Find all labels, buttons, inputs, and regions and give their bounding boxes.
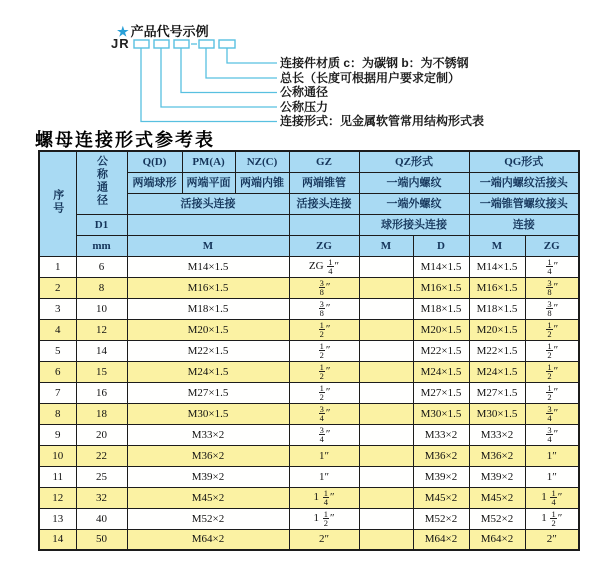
table-row bbox=[39, 424, 579, 445]
cell-qz-m bbox=[359, 445, 413, 466]
cell-seq: 4 bbox=[39, 319, 76, 340]
cell-qg-m: M16×1.5 bbox=[469, 277, 525, 298]
cell-qz-d: M27×1.5 bbox=[413, 382, 469, 403]
label-nominal-pressure: 公称压力 bbox=[280, 99, 329, 114]
cell-qg-m: M20×1.5 bbox=[469, 319, 525, 340]
header-nominal-diameter bbox=[76, 151, 127, 214]
code-prefix: JR bbox=[111, 36, 130, 51]
header-code-qd: Q(D) bbox=[127, 151, 182, 172]
code-box-4 bbox=[199, 40, 214, 48]
header-endtype-nzc: 两端内锥 bbox=[235, 172, 289, 193]
label-total-length: 总长（长度可根据用户要求定制） bbox=[280, 70, 461, 85]
header-unit-zg-gz: ZG bbox=[289, 235, 359, 256]
table-row bbox=[39, 529, 579, 550]
cell-seq: 5 bbox=[39, 340, 76, 361]
cell-thread-m: M14×1.5 bbox=[127, 256, 289, 277]
cell-qg-m: M39×2 bbox=[469, 466, 525, 487]
cell-dn: 32 bbox=[76, 487, 127, 508]
cell-qg-zg: $\frac{1}{2}$ ″ bbox=[525, 340, 579, 361]
fraction: $\frac{3}{8}$ bbox=[547, 299, 552, 318]
cell-qz-m bbox=[359, 403, 413, 424]
table-body bbox=[39, 256, 579, 550]
header-row-codes bbox=[39, 151, 579, 172]
table-row bbox=[39, 319, 579, 340]
cell-thread-m: M45×2 bbox=[127, 487, 289, 508]
code-box-3 bbox=[174, 40, 189, 48]
cell-dn: 22 bbox=[76, 445, 127, 466]
table-row bbox=[39, 508, 579, 529]
cell-gz-zg: $\frac{3}{4}$ ″ bbox=[289, 403, 359, 424]
cell-qg-m: M22×1.5 bbox=[469, 340, 525, 361]
nut-connection-reference-table bbox=[38, 150, 580, 551]
cell-qz-m bbox=[359, 466, 413, 487]
cell-dn: 10 bbox=[76, 298, 127, 319]
table-header bbox=[39, 151, 579, 256]
cell-qg-m: M14×1.5 bbox=[469, 256, 525, 277]
header-conn-qg: 一端锥管螺纹接头 bbox=[469, 193, 579, 214]
header-nominal-diameter-text: 公称通径 bbox=[95, 155, 108, 208]
cell-qg-zg: $\frac{1}{2}$ ″ bbox=[525, 382, 579, 403]
fraction: $\frac{1}{2}$ bbox=[547, 362, 552, 381]
cell-qz-d: M52×2 bbox=[413, 508, 469, 529]
cell-thread-m: M16×1.5 bbox=[127, 277, 289, 298]
cell-gz-zg: $\frac{1}{2}$ ″ bbox=[289, 382, 359, 403]
cell-qg-zg: $\frac{3}{8}$ ″ bbox=[525, 298, 579, 319]
table-row bbox=[39, 403, 579, 424]
cell-qz-m bbox=[359, 529, 413, 550]
header-seq-text: 序号 bbox=[51, 189, 64, 216]
header-d1-blank-left bbox=[127, 214, 289, 235]
cell-dn: 50 bbox=[76, 529, 127, 550]
diagram-labels bbox=[280, 56, 484, 129]
header-unit-zg-qg: ZG bbox=[525, 235, 579, 256]
cell-qg-zg: 2″ bbox=[525, 529, 579, 550]
fraction: $\frac{3}{8}$ bbox=[319, 299, 324, 318]
cell-seq: 8 bbox=[39, 403, 76, 424]
header-d1-blank-gz bbox=[289, 214, 359, 235]
cell-qz-d: M30×1.5 bbox=[413, 403, 469, 424]
cell-qg-zg: $\frac{1}{2}$ ″ bbox=[525, 361, 579, 382]
cell-gz-zg: $\frac{3}{4}$ ″ bbox=[289, 424, 359, 445]
header-code-qz: QZ形式 bbox=[359, 151, 469, 172]
fraction: $\frac{1}{2}$ bbox=[547, 341, 552, 360]
cell-gz-zg: ZG $\frac{1}{4}$ ″ bbox=[289, 256, 359, 277]
cell-gz-zg: 1″ bbox=[289, 445, 359, 466]
cell-dn: 15 bbox=[76, 361, 127, 382]
cell-thread-m: M39×2 bbox=[127, 466, 289, 487]
header-conn-gz: 活接头连接 bbox=[289, 193, 359, 214]
cell-seq: 14 bbox=[39, 529, 76, 550]
fraction: $\frac{1}{4}$ bbox=[551, 488, 556, 507]
cell-thread-m: M24×1.5 bbox=[127, 361, 289, 382]
connector-line-diameter bbox=[181, 48, 277, 93]
header-unit-d-qz: D bbox=[413, 235, 469, 256]
cell-qg-zg: $\frac{1}{4}$ ″ bbox=[525, 256, 579, 277]
header-row-units bbox=[39, 235, 579, 256]
header-code-nzc: NZ(C) bbox=[235, 151, 289, 172]
fraction: $\frac{1}{2}$ bbox=[323, 509, 328, 528]
cell-qz-d: M20×1.5 bbox=[413, 319, 469, 340]
cell-qg-zg: $\frac{3}{8}$ ″ bbox=[525, 277, 579, 298]
table-row bbox=[39, 466, 579, 487]
cell-dn: 12 bbox=[76, 319, 127, 340]
cell-qz-d: M22×1.5 bbox=[413, 340, 469, 361]
fraction: $\frac{3}{4}$ bbox=[547, 404, 552, 423]
cell-qz-d: M64×2 bbox=[413, 529, 469, 550]
table-row bbox=[39, 298, 579, 319]
cell-gz-zg: $\frac{3}{8}$ ″ bbox=[289, 277, 359, 298]
cell-thread-m: M52×2 bbox=[127, 508, 289, 529]
cell-seq: 12 bbox=[39, 487, 76, 508]
cell-qg-zg: $\frac{3}{4}$ ″ bbox=[525, 403, 579, 424]
cell-qz-m bbox=[359, 319, 413, 340]
cell-dn: 18 bbox=[76, 403, 127, 424]
table-row bbox=[39, 487, 579, 508]
cell-thread-m: M20×1.5 bbox=[127, 319, 289, 340]
header-unit-m-qz: M bbox=[359, 235, 413, 256]
cell-thread-m: M64×2 bbox=[127, 529, 289, 550]
cell-gz-zg: $\frac{1}{2}$ ″ bbox=[289, 340, 359, 361]
cell-seq: 3 bbox=[39, 298, 76, 319]
cell-thread-m: M27×1.5 bbox=[127, 382, 289, 403]
cell-qg-zg: 1 $\frac{1}{4}$ ″ bbox=[525, 487, 579, 508]
fraction: $\frac{1}{4}$ bbox=[328, 257, 333, 276]
fraction: $\frac{3}{8}$ bbox=[319, 278, 324, 297]
cell-qz-m bbox=[359, 340, 413, 361]
cell-seq: 6 bbox=[39, 361, 76, 382]
table-row bbox=[39, 277, 579, 298]
cell-thread-m: M30×1.5 bbox=[127, 403, 289, 424]
label-connection-form: 连接形式：见金属软管常用结构形式表 bbox=[280, 114, 485, 128]
header-unit-mm: mm bbox=[76, 235, 127, 256]
header-unit-m-merged: M bbox=[127, 235, 289, 256]
fraction: $\frac{3}{4}$ bbox=[547, 425, 552, 444]
cell-qz-d: M39×2 bbox=[413, 466, 469, 487]
cell-gz-zg: $\frac{3}{8}$ ″ bbox=[289, 298, 359, 319]
fraction: $\frac{1}{2}$ bbox=[319, 341, 324, 360]
header-endtype-qd: 两端球形 bbox=[127, 172, 182, 193]
cell-qg-m: M36×2 bbox=[469, 445, 525, 466]
cell-qz-d: M36×2 bbox=[413, 445, 469, 466]
cell-gz-zg: 1″ bbox=[289, 466, 359, 487]
cell-qg-m: M18×1.5 bbox=[469, 298, 525, 319]
cell-dn: 25 bbox=[76, 466, 127, 487]
cell-gz-zg: 2″ bbox=[289, 529, 359, 550]
fraction: $\frac{3}{4}$ bbox=[319, 425, 324, 444]
cell-dn: 40 bbox=[76, 508, 127, 529]
cell-qg-m: M30×1.5 bbox=[469, 403, 525, 424]
cell-thread-m: M36×2 bbox=[127, 445, 289, 466]
cell-thread-m: M18×1.5 bbox=[127, 298, 289, 319]
cell-seq: 10 bbox=[39, 445, 76, 466]
cell-seq: 9 bbox=[39, 424, 76, 445]
table-row bbox=[39, 382, 579, 403]
cell-qg-zg: 1″ bbox=[525, 445, 579, 466]
cell-qz-d: M16×1.5 bbox=[413, 277, 469, 298]
header-ball-joint-conn: 球形接头连接 bbox=[359, 214, 469, 235]
cell-dn: 8 bbox=[76, 277, 127, 298]
label-nominal-diameter: 公称通径 bbox=[280, 85, 329, 99]
fraction: $\frac{1}{2}$ bbox=[547, 383, 552, 402]
header-endtype-qg: 一端内螺纹活接头 bbox=[469, 172, 579, 193]
table-row bbox=[39, 445, 579, 466]
fraction: $\frac{1}{2}$ bbox=[551, 509, 556, 528]
header-conn-union: 活接头连接 bbox=[127, 193, 289, 214]
cell-gz-zg: $\frac{1}{2}$ ″ bbox=[289, 361, 359, 382]
code-box-2 bbox=[154, 40, 169, 48]
cell-dn: 20 bbox=[76, 424, 127, 445]
cell-qz-m bbox=[359, 487, 413, 508]
fraction: $\frac{3}{4}$ bbox=[319, 404, 324, 423]
fraction: $\frac{1}{2}$ bbox=[319, 362, 324, 381]
cell-qg-zg: $\frac{3}{4}$ ″ bbox=[525, 424, 579, 445]
fraction: $\frac{1}{2}$ bbox=[319, 320, 324, 339]
cell-qz-m bbox=[359, 424, 413, 445]
cell-qz-d: M33×2 bbox=[413, 424, 469, 445]
label-material: 连接件材质 c：为碳钢 b：为不锈钢 bbox=[280, 56, 469, 70]
cell-qz-m bbox=[359, 508, 413, 529]
cell-gz-zg: $\frac{1}{2}$ ″ bbox=[289, 319, 359, 340]
cell-qz-m bbox=[359, 361, 413, 382]
header-code-pma: PM(A) bbox=[182, 151, 235, 172]
fraction: $\frac{1}{4}$ bbox=[547, 257, 552, 276]
cell-qg-zg: 1 $\frac{1}{2}$ ″ bbox=[525, 508, 579, 529]
header-row-d1 bbox=[39, 214, 579, 235]
cell-qz-m bbox=[359, 277, 413, 298]
cell-seq: 11 bbox=[39, 466, 76, 487]
header-d1: D1 bbox=[76, 214, 127, 235]
fraction: $\frac{1}{4}$ bbox=[323, 488, 328, 507]
table-row bbox=[39, 361, 579, 382]
cell-qz-m bbox=[359, 298, 413, 319]
table-title: 螺母连接形式参考表 bbox=[35, 130, 215, 151]
header-endtype-pma: 两端平面 bbox=[182, 172, 235, 193]
cell-qg-m: M52×2 bbox=[469, 508, 525, 529]
cell-seq: 1 bbox=[39, 256, 76, 277]
cell-qg-m: M64×2 bbox=[469, 529, 525, 550]
header-conn-label: 连接 bbox=[469, 214, 579, 235]
cell-thread-m: M22×1.5 bbox=[127, 340, 289, 361]
header-code-qg: QG形式 bbox=[469, 151, 579, 172]
header-seq bbox=[39, 151, 76, 256]
header-endtype-qz: 一端内螺纹 bbox=[359, 172, 469, 193]
cell-seq: 2 bbox=[39, 277, 76, 298]
cell-thread-m: M33×2 bbox=[127, 424, 289, 445]
product-code-heading-text: 产品代号示例 bbox=[130, 24, 209, 39]
cell-dn: 6 bbox=[76, 256, 127, 277]
fraction: $\frac{1}{2}$ bbox=[319, 383, 324, 402]
header-endtype-gz: 两端锥管 bbox=[289, 172, 359, 193]
cell-qz-m bbox=[359, 256, 413, 277]
cell-qg-m: M24×1.5 bbox=[469, 361, 525, 382]
code-box-5 bbox=[219, 40, 235, 48]
cell-qz-m bbox=[359, 382, 413, 403]
cell-gz-zg: 1 $\frac{1}{4}$ ″ bbox=[289, 487, 359, 508]
cell-gz-zg: 1 $\frac{1}{2}$ ″ bbox=[289, 508, 359, 529]
table-row bbox=[39, 340, 579, 361]
fraction: $\frac{1}{2}$ bbox=[547, 320, 552, 339]
header-code-gz: GZ bbox=[289, 151, 359, 172]
cell-qz-d: M14×1.5 bbox=[413, 256, 469, 277]
cell-qz-d: M24×1.5 bbox=[413, 361, 469, 382]
fraction: $\frac{3}{8}$ bbox=[547, 278, 552, 297]
star-icon: ★ bbox=[117, 24, 129, 39]
cell-qg-m: M27×1.5 bbox=[469, 382, 525, 403]
cell-qg-m: M45×2 bbox=[469, 487, 525, 508]
table-row bbox=[39, 256, 579, 277]
header-unit-m-qg: M bbox=[469, 235, 525, 256]
cell-qz-d: M18×1.5 bbox=[413, 298, 469, 319]
cell-qg-zg: 1″ bbox=[525, 466, 579, 487]
cell-seq: 13 bbox=[39, 508, 76, 529]
cell-dn: 14 bbox=[76, 340, 127, 361]
cell-seq: 7 bbox=[39, 382, 76, 403]
cell-qz-d: M45×2 bbox=[413, 487, 469, 508]
cell-qg-zg: $\frac{1}{2}$ ″ bbox=[525, 319, 579, 340]
cell-dn: 16 bbox=[76, 382, 127, 403]
header-conn-qz: 一端外螺纹 bbox=[359, 193, 469, 214]
code-box-1 bbox=[134, 40, 149, 48]
cell-qg-m: M33×2 bbox=[469, 424, 525, 445]
connector-line-material bbox=[227, 48, 277, 63]
